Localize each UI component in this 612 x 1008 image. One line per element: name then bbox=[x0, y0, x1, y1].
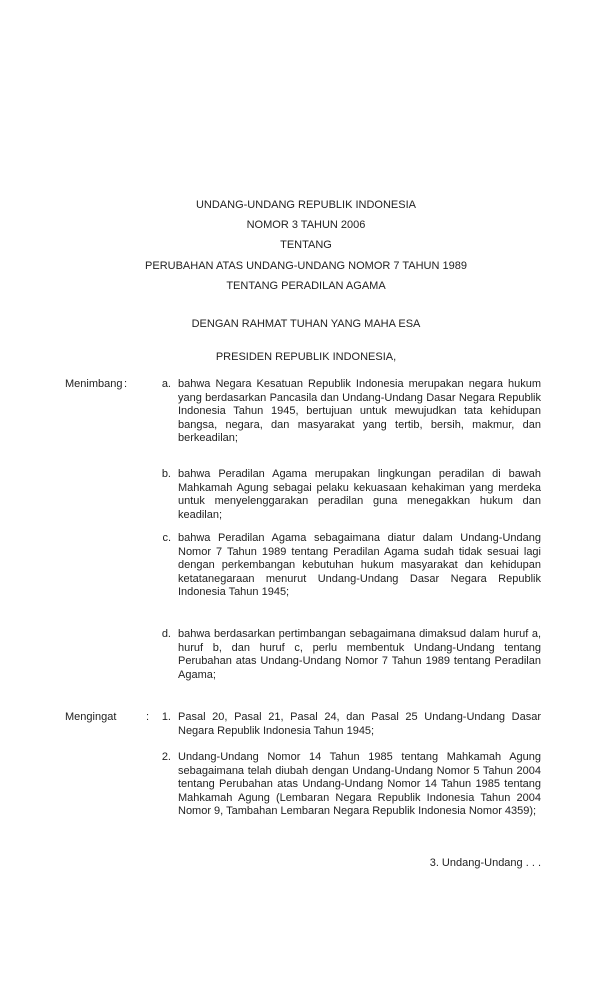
menimbang-item-b: bahwa Peradilan Agama merupakan lingkungan peradilan di bawah Mahkamah Agung sebagai pelaku kekuasaan kehakiman yang merdeka untuk menyelenggarakan peradilan guna menegakkan hukum dan keadilan; bbox=[178, 468, 541, 521]
menimbang-item-d: bahwa berdasarkan pertimbangan sebagaimana dimaksud dalam huruf a, huruf b, dan huruf c, perlu membentuk Undang-Undang tentang Perubahan atas Undang-Undang Nomor 7 Tahun 1989 tentang Peradilan Agama; bbox=[178, 628, 541, 681]
president-title: PRESIDEN REPUBLIK INDONESIA, bbox=[215, 351, 397, 363]
law-subject: PERUBAHAN ATAS UNDANG-UNDANG NOMOR 7 TAHUN 1989 bbox=[145, 260, 467, 272]
item-marker: c. bbox=[162, 532, 171, 544]
law-number: NOMOR 3 TAHUN 2006 bbox=[246, 219, 366, 231]
page-continuation: 3. Undang-Undang . . . bbox=[429, 857, 541, 869]
blessing: DENGAN RAHMAT TUHAN YANG MAHA ESA bbox=[191, 318, 421, 330]
mengingat-label: Mengingat bbox=[65, 711, 117, 723]
mengingat-colon: : bbox=[146, 711, 150, 723]
menimbang-colon: : bbox=[124, 378, 128, 390]
item-marker: a. bbox=[161, 378, 171, 390]
item-marker: 2. bbox=[161, 751, 171, 763]
menimbang-item-c: bahwa Peradilan Agama sebagaimana diatur dalam Undang-Undang Nomor 7 Tahun 1989 tentang Peradilan Agama sudah tidak sesuai lagi dengan perkembangan kebutuhan hukum masyarakat dan kehidupan ketatanegaraan menurut Undang-Undang Dasar Negara Republik Indonesia Tahun 1945; bbox=[178, 532, 541, 598]
item-marker: 1. bbox=[161, 711, 171, 723]
item-marker: b. bbox=[161, 468, 171, 480]
mengingat-item-1: Pasal 20, Pasal 21, Pasal 24, dan Pasal 25 Undang-Undang Dasar Negara Republik Indonesia Tahun 1945; bbox=[178, 711, 541, 737]
menimbang-item-a: bahwa Negara Kesatuan Republik Indonesia merupakan negara hukum yang berdasarkan Pancasila dan Undang-Undang Dasar Negara Republik Indonesia Tahun 1945, bertujuan untuk mewujudkan tata kehidupan bangsa, negara, dan masyarakat yang tertib, bersih, makmur, dan berkeadilan; bbox=[178, 378, 541, 444]
mengingat-item-2: Undang-Undang Nomor 14 Tahun 1985 tentang Mahkamah Agung sebagaimana telah diubah dengan Undang-Undang Nomor 5 Tahun 2004 tentang Perubahan atas Undang-Undang Nomor 14 Tahun 1985 tentang Mahkamah Agung (Lembaran Negara Republik Indonesia Tahun 2004 Nomor 9, Tambahan Lembaran Negara Republik Indonesia Nomor 4359); bbox=[178, 751, 541, 817]
item-marker: d. bbox=[161, 628, 171, 640]
law-title: UNDANG-UNDANG REPUBLIK INDONESIA bbox=[195, 199, 417, 211]
law-about: TENTANG bbox=[280, 239, 332, 251]
law-subject-2: TENTANG PERADILAN AGAMA bbox=[226, 280, 386, 292]
menimbang-label: Menimbang bbox=[65, 378, 123, 390]
